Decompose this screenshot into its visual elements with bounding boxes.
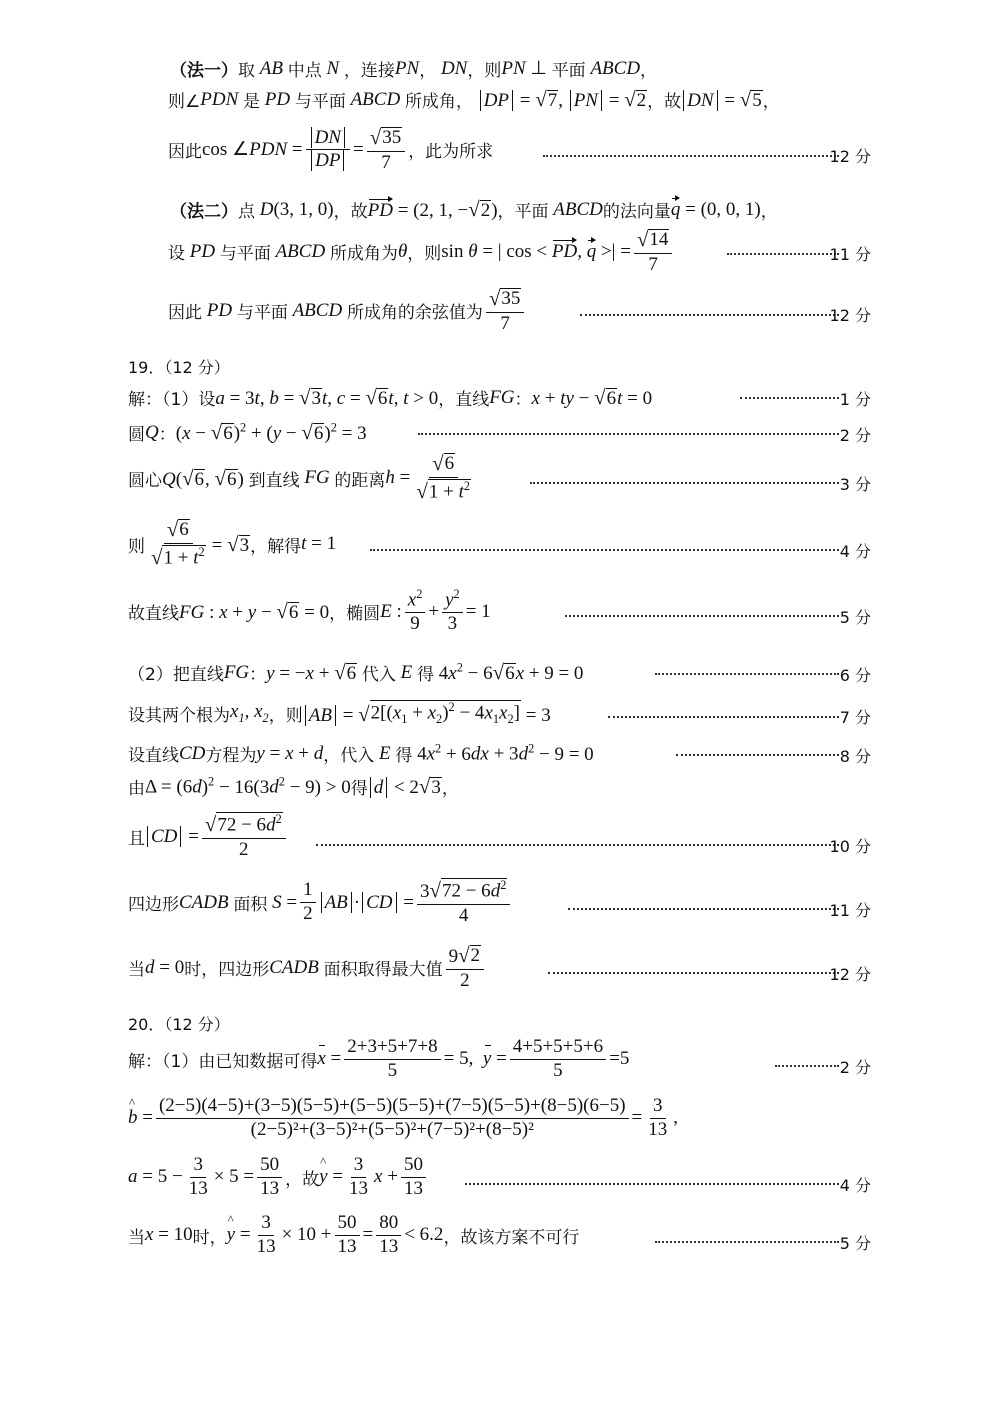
- math: $4x^2 + 6dx + 3d^2 - 9 = 0$: [412, 741, 594, 765]
- text: 因此: [168, 142, 202, 163]
- math: Q: [145, 421, 159, 443]
- math: FG: [299, 467, 335, 488]
- text: ，故: [285, 1169, 320, 1190]
- text: 四边形: [128, 895, 179, 915]
- text: 当: [128, 1227, 145, 1248]
- text: 圆心: [128, 470, 162, 491]
- leader-dots: [655, 673, 839, 675]
- fraction: $\frac{3}{13}$: [256, 1212, 276, 1257]
- math: AB · CD =: [319, 892, 414, 914]
- result: 5: [619, 1048, 630, 1070]
- text: ：: [158, 425, 176, 445]
- math: y =: [482, 1048, 507, 1070]
- leader-dots: [676, 754, 839, 756]
- text: 因此: [168, 303, 202, 324]
- fraction: $\frac{x^2}{9}$: [405, 588, 426, 635]
- fraction: $\frac{3}{13}$: [648, 1095, 668, 1140]
- text: 取: [238, 61, 255, 81]
- text: 当: [128, 960, 145, 981]
- fraction: √ 6 √ $1 + t^2$: [151, 517, 205, 570]
- math: D(3, 1, 0): [255, 198, 334, 220]
- math: PD: [260, 88, 295, 110]
- text: 与平面: [219, 244, 271, 265]
- fraction: $\frac{y^2}{3}$: [442, 588, 463, 635]
- score: 12 分: [829, 306, 871, 325]
- fraction: √ 35 7: [367, 126, 405, 174]
- text: ，连接: [343, 61, 395, 81]
- text: ，: [647, 92, 665, 112]
- math: PD: [202, 299, 237, 321]
- math: PN: [394, 57, 420, 79]
- q19-step12: [0, 944, 992, 1000]
- fraction: √ 14 7: [634, 228, 672, 276]
- math: DN: [436, 57, 468, 79]
- math: PD: [185, 240, 220, 262]
- math: ABCD: [585, 57, 641, 79]
- math: AB: [255, 57, 288, 79]
- text: 所成角，: [404, 92, 473, 112]
- text: 圆: [128, 425, 145, 445]
- method2-line1: [170, 197, 778, 222]
- text: 设: [168, 244, 185, 265]
- math: E: [395, 661, 418, 683]
- math: CADB: [269, 956, 324, 978]
- text: ：: [249, 665, 267, 685]
- math: ABCD: [345, 88, 405, 110]
- math: FG: [223, 661, 250, 683]
- math: $4x^2 - 6$ √ 6 x + 9 = 0: [434, 660, 584, 685]
- math: AB = √ $2[(x_1 + x_2)^2 - 4x_1x_2]$ = 3: [303, 700, 551, 727]
- fraction: √ 6 √ $1 + t^2$: [416, 451, 471, 504]
- score: 2 分: [839, 1058, 871, 1077]
- text: ，: [441, 779, 459, 799]
- text: 点: [238, 202, 255, 222]
- fraction: $\frac{DN}{DP}$: [306, 128, 350, 173]
- math: x + ty − √ 6 t = 0: [531, 385, 653, 410]
- text: ，此为所求: [408, 142, 494, 163]
- text: ：: [514, 390, 532, 410]
- math: x =: [317, 1048, 342, 1070]
- text: 设其两个根为: [128, 705, 230, 726]
- fraction: $\frac{50}{13}$: [335, 1213, 360, 1258]
- text: 时，: [192, 1227, 227, 1248]
- leader-dots: [775, 1065, 839, 1067]
- math: PN ⊥: [501, 58, 547, 79]
- leader-dots: [565, 615, 839, 617]
- q19-step5: 故直线 FG : x + y − √ 6 = 0 ，椭圆 E : $\frac{x^2}{9}$ + $\frac{y^2}{3}$ = 1 5 分: [128, 587, 871, 635]
- text: 到直线: [248, 470, 300, 491]
- q19-step9: [128, 774, 459, 799]
- text: 代入: [361, 665, 396, 685]
- text: 得: [395, 746, 413, 766]
- leader-dots: [548, 972, 839, 974]
- math: $\Delta = (6d)^2 - 16(3d^2 - 9) > 0$: [145, 774, 351, 798]
- score: 11 分: [829, 245, 871, 264]
- fraction: $\frac{50}{13}$: [257, 1155, 282, 1200]
- text: 故直线: [128, 604, 179, 625]
- text: 设直线: [128, 746, 179, 766]
- math: DN = √ 5: [681, 87, 763, 112]
- math: S =: [267, 891, 298, 913]
- score: 12 分: [829, 147, 871, 166]
- math: ^ y =: [227, 1224, 251, 1246]
- text: ，则: [407, 244, 442, 265]
- math: Q( √ 6 , √ 6 ): [162, 465, 249, 490]
- leader-dots: [530, 482, 839, 484]
- score: 12 分: [829, 965, 871, 984]
- leader-dots: [568, 908, 839, 910]
- text: ，: [419, 61, 437, 81]
- fraction: $\frac{(2-5)(4-5)+(3-5)(5-5)+(5-5)(5-5)+(7-5)(5-5)+(8-5)(6-5)}{\text{(2−5)²+(3−5)²+(5−5)²+(7−5)²+(8−5)²}}$: [156, 1096, 629, 1141]
- math: d = 0: [145, 956, 185, 978]
- leader-dots: [727, 253, 839, 255]
- math: E: [374, 742, 396, 764]
- text: 则∠: [168, 92, 201, 112]
- math: q = (0, 0, 1): [670, 198, 761, 220]
- fraction: $\frac{1}{2}$: [300, 880, 316, 925]
- text: ，故该方案不可行: [443, 1227, 580, 1248]
- fraction: $\frac{2+3+5+7+8}{5}$: [344, 1037, 440, 1082]
- q20-step4: 当 x = 10 时， ^ y = $\frac{3}{13}$ × 10 + $\frac{50}{13}$ = $\frac{80}{13}$ < 6.2 ，故该方案不可行 5 分: [0, 1213, 992, 1273]
- q19-step6: [0, 660, 992, 686]
- leader-dots: [370, 549, 839, 551]
- text: ，代入: [323, 746, 375, 766]
- fraction: $\frac{3}{13}$: [349, 1154, 369, 1199]
- method1-label: （法一）: [170, 61, 238, 81]
- text: ，解得: [250, 536, 302, 557]
- q20-heading: 20．（12 分）: [128, 1015, 230, 1034]
- score: 5 分: [839, 1234, 871, 1253]
- score: 4 分: [839, 1176, 871, 1195]
- q20-step1: 解：（1）由已知数据可得 x = $\frac{2+3+5+7+8}{5}$ = 5, y = $\frac{4+5+5+5+6}{5}$ = 5 2 分: [128, 1036, 871, 1081]
- math: FG : x + y − √ 6 = 0: [179, 599, 330, 624]
- text: 与平面: [236, 303, 288, 324]
- fraction: $\frac{80}{13}$: [376, 1213, 401, 1258]
- q19-step8: [0, 741, 992, 767]
- math: a = 5 −: [128, 1166, 183, 1188]
- math: y = x + d: [256, 742, 324, 764]
- method2-label: （法二）: [170, 202, 238, 222]
- text: ，直线: [438, 390, 490, 410]
- math: ABCD: [287, 299, 347, 321]
- math: FG: [489, 386, 515, 408]
- math: x +: [374, 1166, 398, 1188]
- math: (x − √ 6 )$^2$ + (y − √ 6 )$^2$ = 3: [175, 420, 367, 445]
- text: ，平面: [497, 202, 549, 222]
- q19-step7: [0, 700, 992, 730]
- score: 3 分: [839, 475, 871, 494]
- text: 所成角为: [329, 244, 398, 265]
- score: 2 分: [839, 426, 871, 445]
- text: ，故: [333, 202, 368, 222]
- fraction: $\frac{4+5+5+5+6}{5}$: [510, 1037, 606, 1082]
- text: 面积: [233, 895, 268, 915]
- math: ABCD: [270, 240, 330, 262]
- fraction: 3 √ $72 - 6d^2$ 4: [417, 878, 510, 927]
- text: 解：（1）由已知数据可得: [128, 1051, 318, 1072]
- text: 则: [128, 536, 145, 557]
- math: $x_1$, $x_2$: [230, 700, 269, 725]
- score: 1 分: [839, 390, 871, 409]
- fraction: 9 √ 2 2: [446, 944, 484, 992]
- math: ^ b =: [128, 1107, 153, 1129]
- math: h =: [385, 467, 411, 488]
- method2-line2: [0, 228, 992, 282]
- math: y = −x + √ 6: [266, 660, 357, 685]
- fraction: √ 35 7: [486, 287, 524, 335]
- method2-line3: [0, 287, 992, 343]
- fraction: $\frac{3}{13}$: [188, 1154, 208, 1199]
- leader-dots: [465, 1183, 839, 1185]
- text: 中点: [287, 61, 322, 81]
- leader-dots: [543, 155, 839, 157]
- math: CADB: [179, 891, 234, 913]
- leader-dots: [608, 716, 839, 718]
- text: 得: [350, 779, 368, 799]
- math: CD =: [145, 826, 199, 848]
- math: ABCD: [548, 198, 603, 220]
- text: ，: [762, 92, 780, 112]
- method1-line3: 因此 cos ∠PDN = $\frac{DN}{DP}$ = √ 35 7 ，此为所求 12 分: [168, 125, 871, 173]
- leader-dots: [655, 1241, 839, 1243]
- leader-dots: [740, 397, 839, 399]
- leader-dots: [418, 433, 839, 435]
- math: DP = √ 7 , PN = √ 2: [473, 87, 647, 112]
- score: 11 分: [829, 901, 871, 920]
- q20-step3: a = 5 − $\frac{3}{13}$ × 5 = $\frac{50}{13}$ ，故 ^ y = $\frac{3}{13}$ x + $\frac{50}{13}$ 4 分: [0, 1155, 992, 1215]
- math: cos ∠PDN =: [202, 139, 303, 161]
- text: （2）把直线: [128, 665, 224, 685]
- q19-step4: 则 √ 6 √ $1 + t^2$ = √ 3 ，解得 t = 1 4 分: [128, 517, 871, 570]
- q20-step2: ^ b = $\frac{(2-5)(4-5)+(3-5)(5-5)+(5-5)(5-5)+(7-5)(5-5)+(8-5)(6-5)}{\text{(2−5)²+(3−5)²+(5−5)²+(7−5)²+(8−5)²}}$ = $\frac{3}{13}$ ,: [128, 1096, 678, 1141]
- leader-dots: [316, 844, 839, 846]
- math: E :: [380, 600, 402, 622]
- method1-line1: [170, 56, 657, 81]
- math: ^ y =: [319, 1166, 343, 1188]
- score: 10 分: [829, 837, 871, 856]
- text: ，则: [467, 61, 502, 81]
- math: N: [321, 57, 344, 79]
- text: 的法向量: [602, 202, 671, 222]
- text: 所成角的余弦值为: [346, 303, 483, 324]
- text: 且: [128, 829, 145, 849]
- text: 时，四边形: [184, 960, 270, 981]
- score: 7 分: [839, 708, 871, 727]
- text: 解：（1）设: [128, 390, 216, 410]
- q19-step1: [0, 385, 992, 411]
- method1-line2: [168, 87, 780, 112]
- fraction: $\frac{50}{13}$: [401, 1155, 426, 1200]
- math: sin θ = | cos < PD, q >| =: [441, 240, 631, 262]
- text: ，: [640, 61, 658, 81]
- text: 是: [243, 92, 260, 112]
- text: ，则: [268, 705, 303, 726]
- score: 8 分: [839, 747, 871, 766]
- math: CD: [179, 742, 206, 764]
- score: 4 分: [839, 542, 871, 561]
- q19-step11: [0, 878, 992, 938]
- score: 6 分: [839, 666, 871, 685]
- text: 平面: [551, 61, 586, 81]
- text: 的距离: [334, 470, 386, 491]
- math: t = 1: [301, 533, 337, 554]
- score: 5 分: [839, 608, 871, 627]
- q19-step10: [0, 812, 992, 872]
- text: 得: [417, 665, 435, 685]
- q19-heading: 19．（12 分）: [128, 358, 230, 377]
- math: d < 2 √ 3: [368, 774, 442, 799]
- q19-step3: [0, 452, 992, 514]
- text: ，椭圆: [329, 604, 381, 625]
- text: 故: [664, 92, 682, 112]
- text: 由: [128, 779, 145, 799]
- math: PD = (2, 1, − √ 2 ): [367, 197, 498, 222]
- math: x = 10: [145, 1224, 193, 1246]
- text: 与平面: [294, 92, 346, 112]
- q19-step2: [0, 420, 992, 446]
- math: PDN: [200, 88, 243, 110]
- leader-dots: [580, 314, 839, 316]
- math: a = 3t, b = √ 3 t, c = √ 6 t, t > 0: [215, 385, 439, 410]
- math: θ: [397, 240, 408, 262]
- text: 方程为: [205, 746, 257, 766]
- text: 面积取得最大值: [323, 960, 443, 981]
- fraction: √ $72 - 6d^2$ 2: [202, 812, 286, 861]
- text: ，: [760, 202, 778, 222]
